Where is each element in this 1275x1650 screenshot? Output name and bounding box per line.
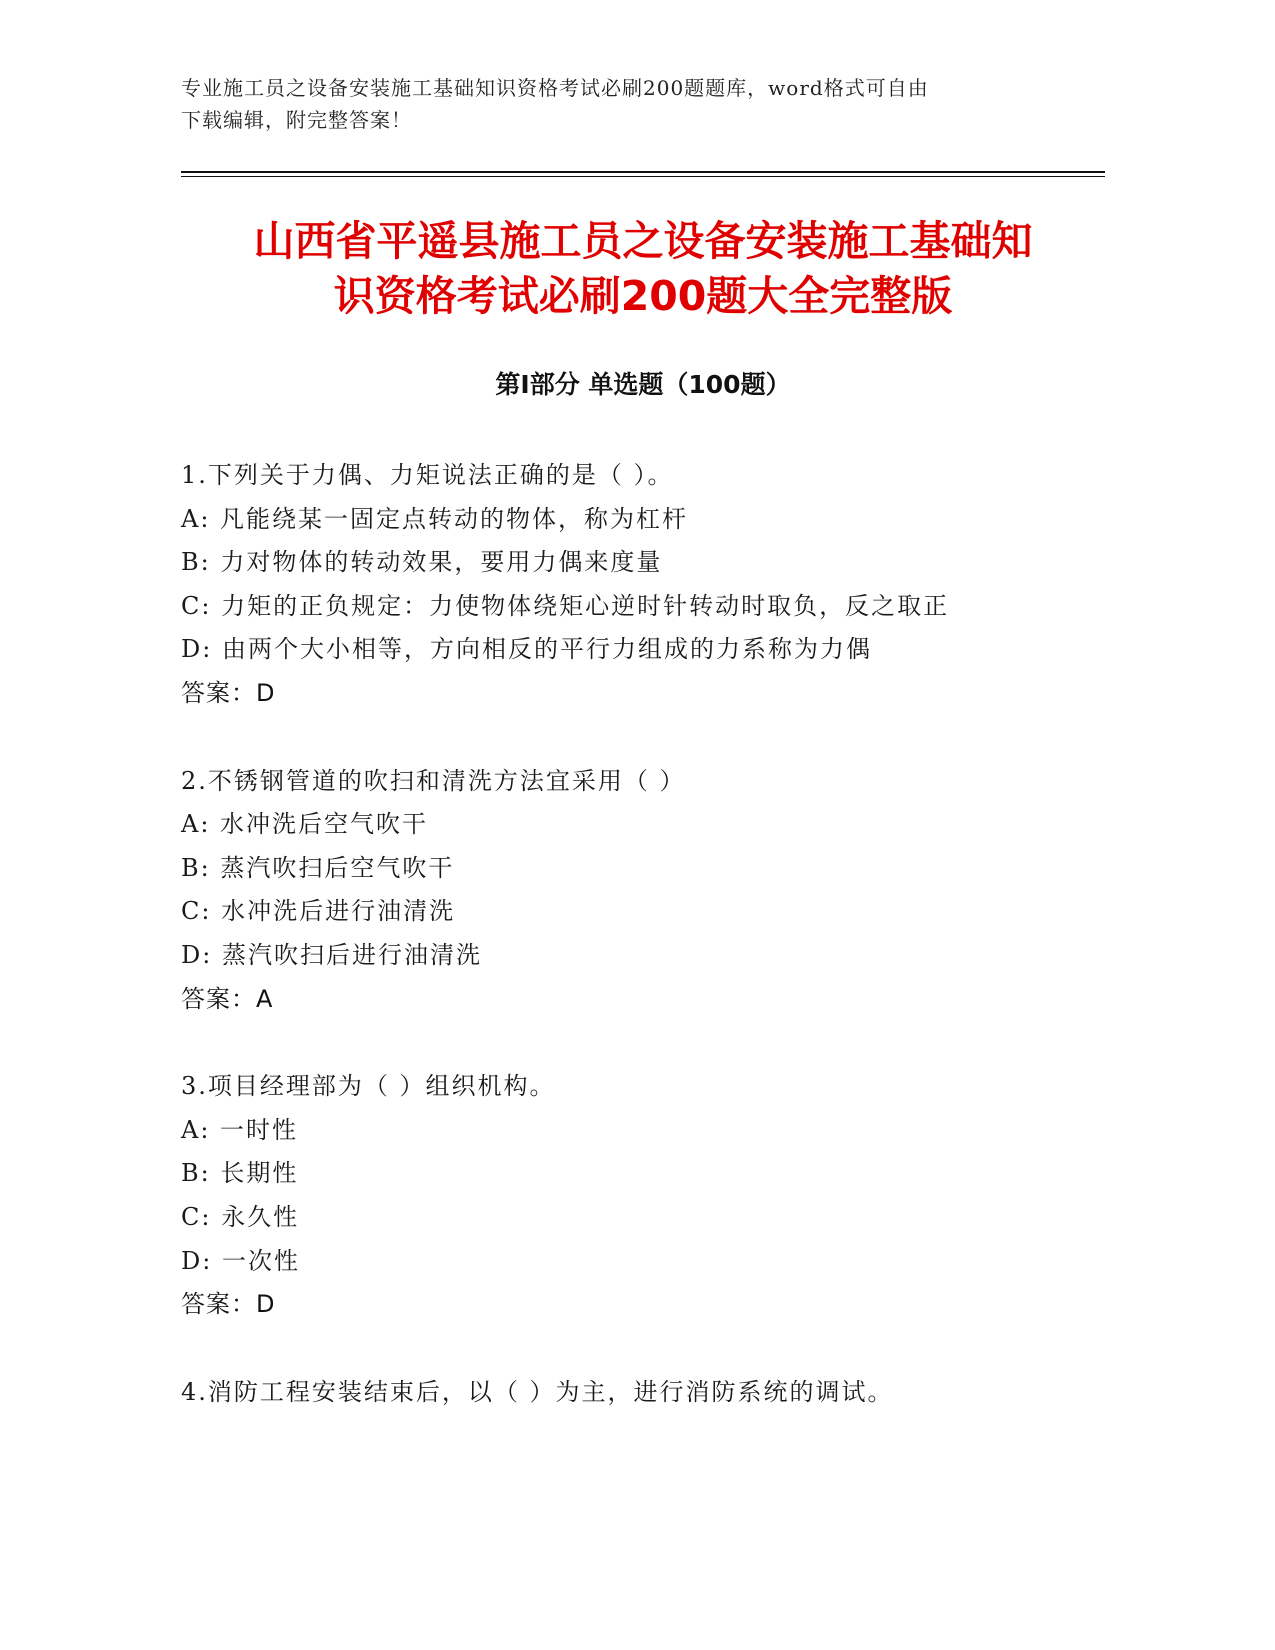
question-option-d: D: 由两个大小相等，方向相反的平行力组成的力系称为力偶 xyxy=(181,635,872,664)
question-answer: 答案：D xyxy=(181,678,276,707)
header-note-line-2: 下载编辑，附完整答案！ xyxy=(181,108,412,132)
header-divider-thick xyxy=(181,171,1105,173)
question-option-d: D: 蒸汽吹扫后进行油清洗 xyxy=(181,940,482,969)
question-stem: 4.消防工程安装结束后，以（ ）为主，进行消防系统的调试。 xyxy=(181,1377,894,1406)
header-note xyxy=(181,72,1041,136)
question-item-2 xyxy=(181,760,1105,1022)
question-stem: 2.不锈钢管道的吹扫和清洗方法宜采用（ ） xyxy=(181,766,686,795)
question-item-4 xyxy=(181,1371,1105,1415)
question-option-a: A: 水冲洗后空气吹干 xyxy=(181,810,429,839)
question-option-b: B: 力对物体的转动效果，要用力偶来度量 xyxy=(181,548,663,577)
question-option-b: B: 长期性 xyxy=(181,1159,299,1188)
question-stem: 1.下列关于力偶、力矩说法正确的是（ ）。 xyxy=(181,461,674,489)
document-title-line-2: 识资格考试必刷200题大全完整版 xyxy=(333,272,953,320)
question-option-a: A: 凡能绕某一固定点转动的物体，称为杠杆 xyxy=(181,504,689,533)
document-title xyxy=(181,214,1105,324)
header-note-line-1: 专业施工员之设备安装施工基础知识资格考试必刷200题题库，word格式可自由 xyxy=(181,76,929,100)
question-option-a: A: 一时性 xyxy=(181,1115,299,1144)
question-option-c: C: 力矩的正负规定：力使物体绕矩心逆时针转动时取负，反之取正 xyxy=(181,591,950,620)
question-answer: 答案：D xyxy=(181,1290,276,1319)
question-answer: 答案：A xyxy=(181,984,274,1013)
header-divider-thin xyxy=(181,176,1105,177)
question-stem: 3.项目经理部为（ ）组织机构。 xyxy=(181,1072,556,1101)
question-item-1 xyxy=(181,454,1105,716)
section-heading: 第Ⅰ部分 单选题（100题） xyxy=(495,370,791,399)
question-option-d: D: 一次性 xyxy=(181,1246,300,1275)
question-item-3 xyxy=(181,1065,1105,1327)
question-option-b: B: 蒸汽吹扫后空气吹干 xyxy=(181,853,455,882)
question-list xyxy=(181,454,1105,1458)
document-title-line-1: 山西省平遥县施工员之设备安装施工基础知 xyxy=(253,217,1033,265)
question-option-c: C: 永久性 xyxy=(181,1202,300,1231)
question-option-c: C: 水冲洗后进行油清洗 xyxy=(181,897,456,926)
